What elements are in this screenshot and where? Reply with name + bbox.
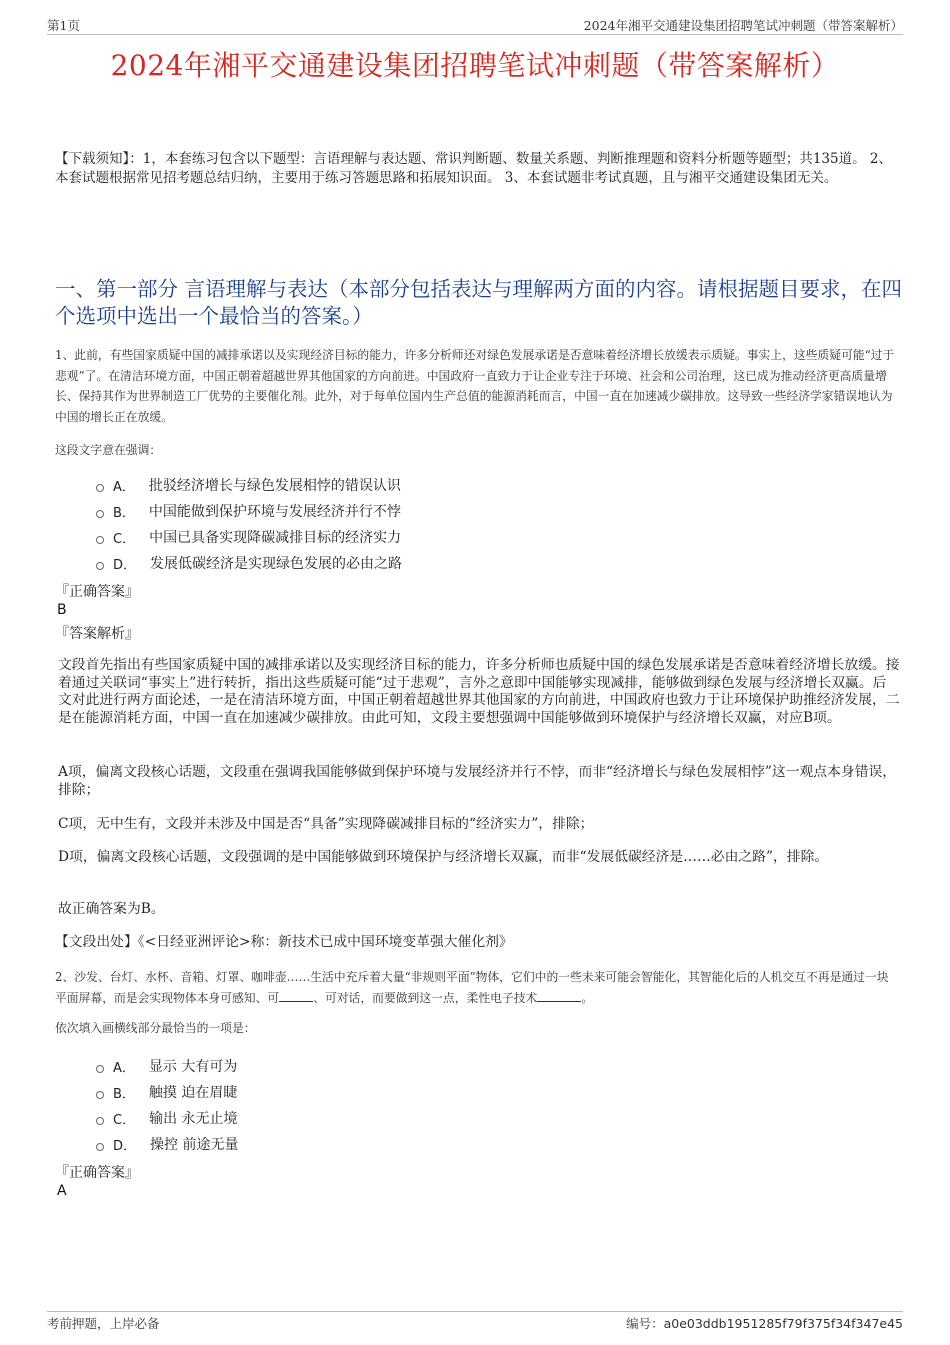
option-text: 批驳经济增长与绿色发展相悖的错误认识 — [148, 478, 401, 494]
radio-icon[interactable] — [96, 484, 104, 492]
option-text: 操控 前途无量 — [150, 1137, 239, 1153]
question-1-analysis-a: A项，偏离文段核心话题，文段重在强调我国能够做到保护环境与发展经济并行不悖，而非“经济增长与绿色发展相悖”这一观点本身错误，排除； — [58, 764, 897, 798]
question-2-stem — [55, 967, 900, 1008]
question-1-option-a[interactable] — [96, 472, 402, 498]
option-letter: D． — [113, 1138, 137, 1154]
document-title: 2024年湘平交通建设集团招聘笔试冲刺题（带答案解析） — [110, 49, 840, 82]
header-doc-title: 2024年湘平交通建设集团招聘笔试冲刺题（带答案解析） — [583, 18, 903, 33]
question-2-stem-part3: 。 — [581, 990, 594, 1005]
option-text: 显示 大有可为 — [148, 1059, 238, 1075]
question-1-source: 【文段出处】《<日经亚洲评论>称：新技术已成中国环境变革强大催化剂》 — [55, 934, 513, 950]
page-number: 第1页 — [47, 18, 80, 33]
radio-icon[interactable] — [96, 1143, 104, 1151]
footer-code-label: 编号： — [626, 1316, 664, 1331]
question-2-option-a[interactable] — [96, 1053, 238, 1079]
radio-icon[interactable] — [96, 1117, 104, 1125]
footer-code-value: a0e03ddb1951285f79f375f34f347e45 — [663, 1316, 903, 1331]
question-2-stem-part1: 2、沙发、台灯、水杯、音箱、灯罩、咖啡壶……生活中充斥着大量“非规则平面”物体，它们中的一些未来可能会智能化，其智能化后的人机交互不再是通过一块平面屏幕，而是会实现物体本身可感知、可 — [55, 970, 889, 1005]
question-2-stem-part2: 、可对话，而要做到这一点，柔性电子技术 — [313, 990, 538, 1005]
option-text: 中国能做到保护环境与发展经济并行不悖 — [148, 504, 401, 520]
option-text: 发展低碳经济是实现绿色发展的必由之路 — [150, 556, 403, 572]
footer-slogan: 考前押题，上岸必备 — [47, 1316, 160, 1331]
question-2-option-b[interactable] — [96, 1079, 238, 1105]
question-2-option-c[interactable] — [96, 1105, 238, 1131]
question-1-stem: 1、此前，有些国家质疑中国的减排承诺以及实现经济目标的能力，许多分析师还对绿色发展承诺是否意味着经济增长放缓表示质疑。事实上，这些质疑可能“过于悲观”了。在清洁环境方面，中国正朝着超越世界其他国家的方向前进。中国政府一直致力于让企业专注于环境、社会和公司治理，这已成为推动经济更高质量增长、保持其作为世界制造工厂优势的主要催化剂。此外，对于每单位国内生产总值的能源消耗而言，中国一直在加速减少碳排放。这导致一些经济学家错误地认为中国的增长正在放缓。 — [55, 348, 895, 424]
page-header — [47, 14, 903, 35]
question-2-prompt: 依次填入画横线部分最恰当的一项是： — [55, 1021, 256, 1035]
question-1-prompt: 这段文字意在强调： — [55, 443, 162, 457]
option-letter: A． — [113, 1060, 135, 1076]
radio-icon[interactable] — [96, 510, 104, 518]
question-2-answer-label: 『正确答案』 — [55, 1165, 139, 1181]
blank-1 — [279, 991, 313, 1002]
option-letter: C． — [113, 1112, 136, 1128]
option-letter: C． — [113, 531, 136, 547]
download-notice: 【下载须知】：1，本套练习包含以下题型：言语理解与表达题、常识判断题、数量关系题、判断推理题和资料分析题等题型；共135道。 2、本套试题根据常见招考题总结归纳，主要用于练习答题思路和拓展知识面。 3、本套试题非考试真题，且与湘平交通建设集团无关。 — [55, 151, 892, 186]
question-1-option-c[interactable] — [96, 524, 402, 550]
question-2-answer: A — [57, 1183, 67, 1199]
question-1-conclusion: 故正确答案为B。 — [58, 901, 165, 917]
question-1-analysis-main: 文段首先指出有些国家质疑中国的减排承诺以及实现经济目标的能力，许多分析师也质疑中国的绿色发展承诺是否意味着经济增长放缓。接着通过关联词“事实上”进行转折，指出这些质疑可能“过于悲观”，言外之意即中国能够实现减排，能够做到绿色发展与经济增长双赢。后文对此进行两方面论述，一是在清洁环境方面，中国正朝着超越世界其他国家的方向前进，中国政府也致力于让环境保护助推经济发展，二是在能源消耗方面，中国一直在加速减少碳排放。由此可知，文段主要想强调中国能够做到环境保护与经济增长双赢，对应B项。 — [58, 657, 900, 726]
question-1-options — [96, 472, 402, 576]
question-1-analysis-c: C项，无中生有，文段并未涉及中国是否“具备”实现降碳减排目标的“经济实力”，排除； — [58, 816, 594, 832]
blank-2 — [537, 991, 581, 1002]
footer-code — [626, 1314, 903, 1332]
question-1-answer: B — [57, 602, 67, 618]
option-letter: B． — [113, 1086, 135, 1102]
option-text: 中国已具备实现降碳减排目标的经济实力 — [149, 530, 402, 546]
option-text: 输出 永无止境 — [149, 1111, 238, 1127]
question-1-option-d[interactable] — [96, 550, 402, 576]
question-2-option-d[interactable] — [96, 1131, 238, 1157]
question-1-answer-label: 『正确答案』 — [55, 584, 139, 600]
option-letter: A． — [113, 479, 135, 495]
radio-icon[interactable] — [96, 562, 104, 570]
option-letter: B． — [113, 505, 135, 521]
option-text: 触摸 迫在眉睫 — [148, 1085, 238, 1101]
question-2-options — [96, 1053, 238, 1157]
radio-icon[interactable] — [96, 1065, 104, 1073]
section-title: 一、第一部分 言语理解与表达（本部分包括表达与理解两方面的内容。请根据题目要求，在四个选项中选出一个最恰当的答案。） — [55, 277, 903, 328]
radio-icon[interactable] — [96, 1091, 104, 1099]
question-1-option-b[interactable] — [96, 498, 402, 524]
question-1-analysis-label: 『答案解析』 — [55, 626, 139, 642]
page-footer — [47, 1311, 903, 1332]
option-letter: D． — [113, 557, 137, 573]
question-1-analysis-d: D项，偏离文段核心话题，文段强调的是中国能够做到环境保护与经济增长双赢，而非“发展低碳经济是……必由之路”，排除。 — [58, 849, 829, 865]
radio-icon[interactable] — [96, 536, 104, 544]
